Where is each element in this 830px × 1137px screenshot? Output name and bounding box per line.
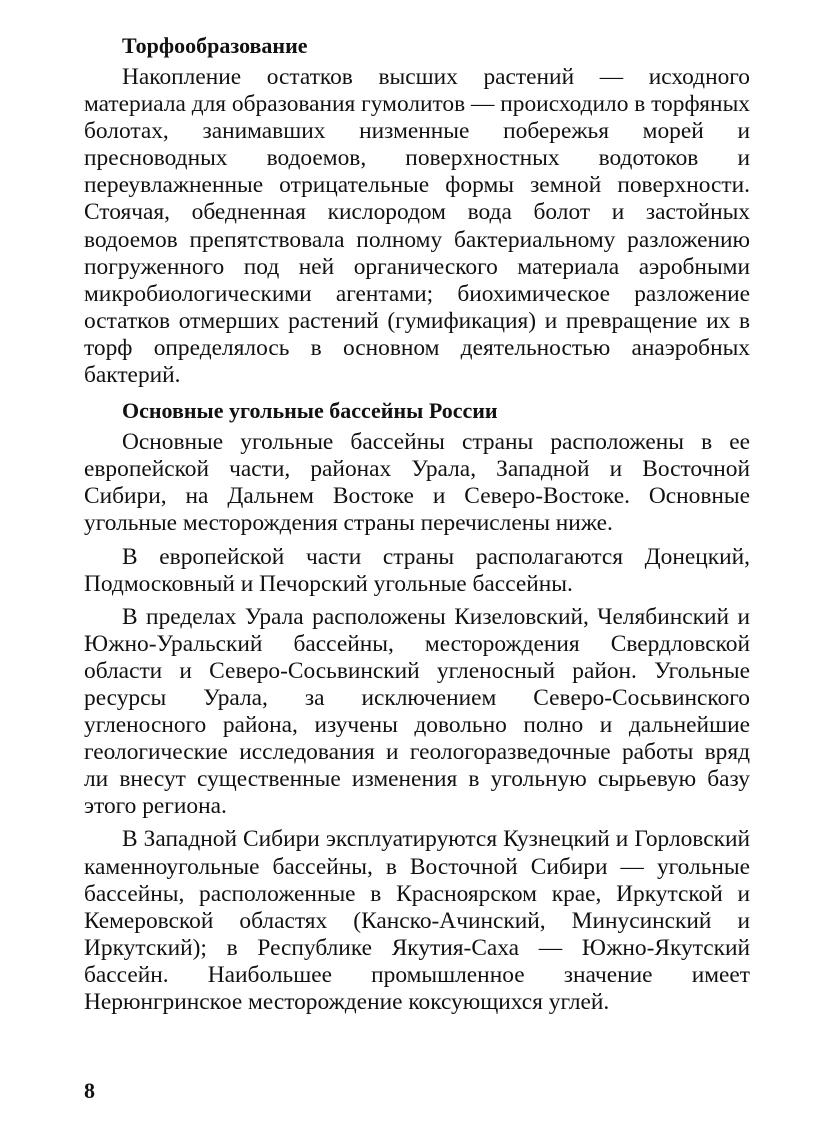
- section-heading-peat-formation: Торфообразование: [122, 33, 308, 58]
- paragraph-european-part: В европейской части страны располагаются Донецкий, Подмосковный и Печорский угольные бассейны.: [84, 543, 750, 597]
- section-heading-coal-basins: Основные угольные бассейны России: [122, 398, 498, 424]
- paragraph-coal-basins-overview: Основные угольные бассейны страны расположены в ее европейской части, районах Урала, Западной и Восточной Сибири, на Дальнем Востоке и Северо-Востоке. Основные угольные месторождения страны перечислены ниже.: [84, 429, 750, 537]
- paragraph-siberia: В Западной Сибири эксплуатируются Кузнецкий и Горловский каменноугольные бассейны, в Восточной Сибири — угольные бассейны, расположенные в Красноярском крае, Иркутской и Кемеровской областях (Канско-Ачинский, Минусинский и Иркутский); в Республике Якутия-Саха — Южно-Якутский бассейн. Наибольшее промышленное значение имеет Нерюнгринское месторождение коксующихся углей.: [84, 826, 750, 1015]
- paragraph-ural: В пределах Урала расположены Кизеловский, Челябинский и Южно-Уральский бассейны, месторождения Свердловской области и Северо-Сосьвинский угленосный район. Угольные ресурсы Урала, за исключением Северо-Сосьвинского угленосного района, изучены довольно полно и дальнейшие геологические исследования и геологоразведочные работы вряд ли внесут существенные изменения в угольную сырьевую базу этого региона.: [84, 603, 750, 820]
- page-content: [84, 30, 750, 1016]
- page-number: 8: [84, 1078, 95, 1103]
- paragraph-peat-formation: Накопление остатков высших растений — исходного материала для образования гумолитов — происходило в торфяных болотах, занимавших низменные побережья морей и пресноводных водоемов, поверхностных водотоков и переувлажненные отрицательные формы земной поверхности. Стоячая, обедненная кислородом вода болот и застойных водоемов препятствовала полному бактериальному разложению погруженного под ней органического материала аэробными микробиологическими агентами; биохимическое разложение остатков отмерших растений (гумификация) и превращение их в торф определялось в основном деятельностью анаэробных бактерий.: [84, 64, 750, 389]
